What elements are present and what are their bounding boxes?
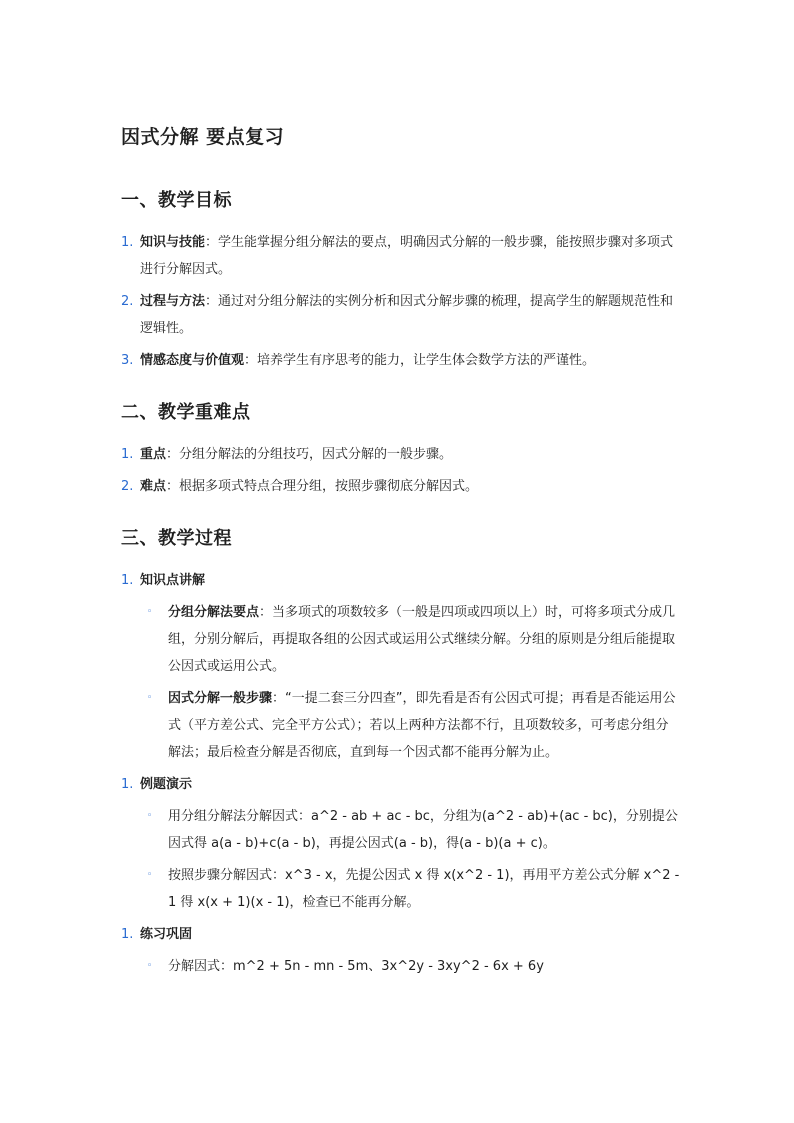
item-label: 知识与技能 — [140, 235, 206, 250]
item-text: 用分组分解法分解因式：a^2 - ab + ac - bc，分组为(a^2 - ab)+(ac - bc)，分别提公因式得 a(a - b)+c(a - b)，再提公因式(a - b)，得(a - b)(a + c)。 — [168, 809, 678, 851]
section-key-points — [121, 400, 681, 500]
goals-list — [121, 229, 681, 374]
sub-list-item — [121, 599, 681, 680]
bullet-icon: ◦ — [147, 811, 153, 821]
item-label: 情感态度与价值观 — [140, 353, 245, 368]
list-number: 1. — [121, 235, 134, 250]
list-item — [121, 288, 681, 342]
item-text: “一提二套三分四查”，即先看是否有公因式可提；再看是否能运用公式（平方差公式、完全平方公式）；若以上两种方法都不行，且项数较多，可考虑分组分解法；最后检查分解是否彻底，直到每一个因式都不能再分解为止。 — [168, 691, 676, 760]
item-text: 根据多项式特点合理分组，按照步骤彻底分解因式。 — [179, 479, 479, 494]
sub-list — [121, 599, 681, 766]
item-text: 当多项式的项数较多（一般是四项或四项以上）时，可将多项式分成几组，分别分解后，再提取各组的公因式或运用公式继续分解。分组的原则是分组后能提取公因式或运用公式。 — [168, 605, 676, 674]
item-separator: ： — [205, 235, 219, 250]
item-separator: ： — [259, 605, 273, 620]
sub-list — [121, 803, 681, 916]
bullet-icon: ◦ — [147, 961, 153, 971]
section-teaching-goals — [121, 188, 681, 374]
item-label: 过程与方法 — [140, 294, 206, 309]
item-text: 通过对分组分解法的实例分析和因式分解步骤的梳理，提高学生的解题规范性和逻辑性。 — [140, 294, 674, 336]
document-page — [121, 124, 681, 1006]
section-heading: 三、教学过程 — [121, 528, 232, 549]
list-item — [121, 567, 681, 594]
list-item — [121, 229, 681, 283]
item-separator: ： — [166, 447, 180, 462]
section-teaching-process — [121, 526, 681, 980]
list-number: 1. — [121, 447, 134, 462]
bullet-icon: ◦ — [147, 693, 153, 703]
sub-list-item — [121, 862, 681, 916]
bullet-icon: ◦ — [147, 870, 153, 880]
list-number: 3. — [121, 353, 134, 368]
section-heading: 一、教学目标 — [121, 190, 232, 211]
section-heading: 二、教学重难点 — [121, 402, 251, 423]
item-label: 难点 — [140, 479, 167, 494]
item-label: 分组分解法要点 — [168, 605, 260, 620]
list-item — [121, 771, 681, 798]
sub-list-item — [121, 953, 681, 980]
item-text: 分解因式：m^2 + 5n - mn - 5m、3x^2y - 3xy^2 - 6x + 6y — [168, 959, 544, 974]
item-label: 例题演示 — [140, 777, 193, 792]
list-item — [121, 347, 681, 374]
list-number: 1. — [121, 927, 134, 942]
item-label: 知识点讲解 — [140, 573, 206, 588]
list-number: 2. — [121, 294, 134, 309]
bullet-icon: ◦ — [147, 607, 153, 617]
item-label: 练习巩固 — [140, 927, 193, 942]
list-number: 2. — [121, 479, 134, 494]
item-separator: ： — [272, 691, 286, 706]
list-item — [121, 441, 681, 468]
item-text: 分组分解法的分组技巧，因式分解的一般步骤。 — [179, 447, 453, 462]
list-number: 1. — [121, 573, 134, 588]
process-list — [121, 567, 681, 980]
item-separator: ： — [166, 479, 180, 494]
list-item — [121, 473, 681, 500]
key-points-list — [121, 441, 681, 500]
document-title: 因式分解 要点复习 — [121, 126, 285, 148]
item-text: 按照步骤分解因式：x^3 - x，先提公因式 x 得 x(x^2 - 1)，再用平方差公式分解 x^2 - 1 得 x(x + 1)(x - 1)，检查已不能再分解。 — [168, 868, 680, 910]
item-separator: ： — [205, 294, 219, 309]
sub-list-item — [121, 685, 681, 766]
item-text: 学生能掌握分组分解法的要点，明确因式分解的一般步骤，能按照步骤对多项式进行分解因式。 — [140, 235, 674, 277]
item-label: 重点 — [140, 447, 167, 462]
item-text: 培养学生有序思考的能力，让学生体会数学方法的严谨性。 — [257, 353, 596, 368]
list-item — [121, 921, 681, 948]
sub-list-item — [121, 803, 681, 857]
sub-list — [121, 953, 681, 980]
item-label: 因式分解一般步骤 — [168, 691, 273, 706]
item-separator: ： — [244, 353, 258, 368]
list-number: 1. — [121, 777, 134, 792]
